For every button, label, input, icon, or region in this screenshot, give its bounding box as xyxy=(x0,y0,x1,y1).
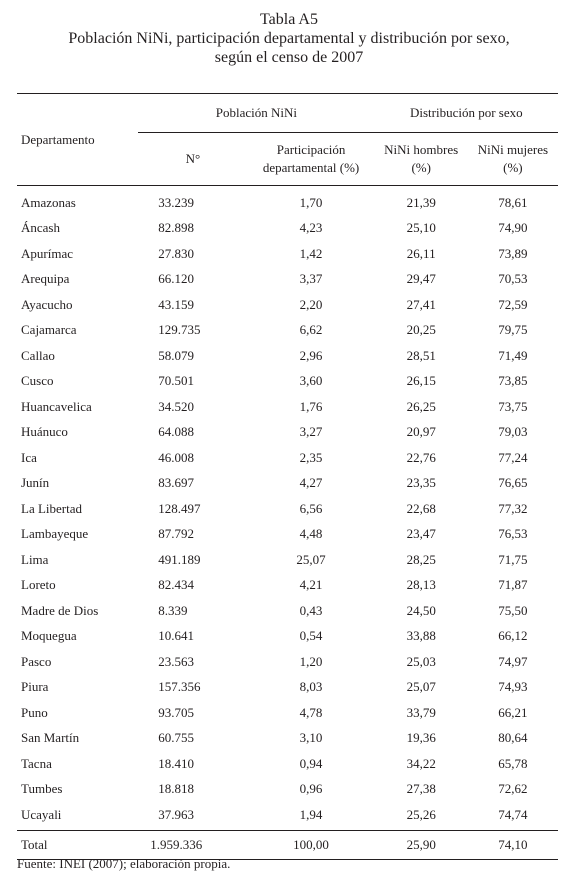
cell-n: 58.079 xyxy=(158,347,195,363)
cell-mujeres: 79,75 xyxy=(498,322,528,338)
cell-mujeres: 74,74 xyxy=(498,806,528,822)
cell-departamento: Tumbes xyxy=(21,781,63,797)
cell-mujeres: 72,62 xyxy=(498,781,528,797)
cell-n: 27.830 xyxy=(158,245,195,261)
cell-hombres: 21,39 xyxy=(406,194,436,210)
header-participacion-line1: Participación xyxy=(276,142,346,157)
cell-hombres: 24,50 xyxy=(406,602,436,618)
cell-departamento: San Martín xyxy=(21,730,80,746)
table-row xyxy=(17,777,558,803)
cell-participacion: 4,27 xyxy=(299,475,323,491)
total-label: Total xyxy=(17,830,138,859)
table-row xyxy=(17,675,558,701)
cell-n: 34.520 xyxy=(158,398,195,414)
total-hombres: 25,90 xyxy=(375,830,468,859)
cell-mujeres: 77,32 xyxy=(498,500,528,516)
cell-departamento: Huánuco xyxy=(21,424,68,440)
cell-hombres: 25,10 xyxy=(406,220,436,236)
cell-departamento: Áncash xyxy=(21,220,60,236)
cell-mujeres: 71,87 xyxy=(498,577,528,593)
cell-n: 70.501 xyxy=(158,373,195,389)
cell-participacion: 0,43 xyxy=(299,602,323,618)
cell-n: 10.641 xyxy=(158,628,195,644)
cell-participacion: 2,35 xyxy=(299,449,323,465)
cell-hombres: 28,25 xyxy=(406,551,436,567)
cell-participacion: 4,21 xyxy=(299,577,323,593)
cell-participacion: 4,78 xyxy=(299,704,323,720)
cell-participacion: 6,56 xyxy=(299,500,323,516)
cell-hombres: 19,36 xyxy=(406,730,436,746)
table-row xyxy=(17,420,558,446)
cell-hombres: 20,25 xyxy=(406,322,436,338)
cell-mujeres: 74,93 xyxy=(498,679,528,695)
cell-participacion: 3,37 xyxy=(299,271,323,287)
cell-departamento: Lambayeque xyxy=(21,526,89,542)
table-header xyxy=(17,94,558,186)
cell-n: 66.120 xyxy=(158,271,195,287)
cell-participacion: 3,27 xyxy=(299,424,323,440)
cell-n: 18.410 xyxy=(158,755,195,771)
cell-participacion: 8,03 xyxy=(299,679,323,695)
cell-n: 64.088 xyxy=(158,424,195,440)
table-row xyxy=(17,318,558,344)
cell-mujeres: 70,53 xyxy=(498,271,528,287)
cell-n: 18.818 xyxy=(158,781,195,797)
cell-mujeres: 74,97 xyxy=(498,653,528,669)
cell-mujeres: 76,53 xyxy=(498,526,528,542)
cell-participacion: 1,94 xyxy=(299,806,323,822)
cell-departamento: Amazonas xyxy=(21,194,76,210)
table-row xyxy=(17,186,558,216)
header-mujeres-line1: NiNi mujeres xyxy=(477,142,549,157)
cell-departamento: Piura xyxy=(21,679,49,695)
cell-n: 157.356 xyxy=(158,679,201,695)
cell-hombres: 22,76 xyxy=(406,449,436,465)
table-row xyxy=(17,751,558,777)
table-row xyxy=(17,700,558,726)
cell-mujeres: 73,89 xyxy=(498,245,528,261)
header-participacion-line2: departamental (%) xyxy=(262,160,360,175)
table-row xyxy=(17,598,558,624)
cell-participacion: 25,07 xyxy=(296,551,326,567)
cell-participacion: 4,23 xyxy=(299,220,323,236)
cell-participacion: 6,62 xyxy=(299,322,323,338)
cell-mujeres: 74,90 xyxy=(498,220,528,236)
table-footer xyxy=(17,830,558,859)
table-row xyxy=(17,547,558,573)
title-label: Tabla A5 xyxy=(260,11,318,28)
cell-mujeres: 75,50 xyxy=(498,602,528,618)
cell-departamento: Madre de Dios xyxy=(21,602,99,618)
table-row xyxy=(17,216,558,242)
table-row xyxy=(17,369,558,395)
source-note: Fuente: INEI (2007); elaboración propia. xyxy=(17,856,231,871)
header-departamento: Departamento xyxy=(17,94,138,186)
table-row xyxy=(17,802,558,830)
table-row xyxy=(17,394,558,420)
cell-hombres: 22,68 xyxy=(406,500,436,516)
cell-departamento: Lima xyxy=(21,551,49,567)
cell-departamento: Puno xyxy=(21,704,48,720)
cell-n: 43.159 xyxy=(158,296,195,312)
cell-hombres: 34,22 xyxy=(406,755,436,771)
cell-departamento: Ayacucho xyxy=(21,296,73,312)
cell-hombres: 26,15 xyxy=(406,373,436,389)
cell-mujeres: 66,21 xyxy=(498,704,528,720)
cell-departamento: Tacna xyxy=(21,755,52,771)
table-row xyxy=(17,292,558,318)
cell-mujeres: 80,64 xyxy=(498,730,528,746)
cell-departamento: La Libertad xyxy=(21,500,82,516)
table-row xyxy=(17,241,558,267)
cell-hombres: 26,11 xyxy=(406,245,436,261)
table-row xyxy=(17,496,558,522)
cell-n: 60.755 xyxy=(158,730,195,746)
cell-mujeres: 77,24 xyxy=(498,449,528,465)
cell-hombres: 27,38 xyxy=(406,781,436,797)
cell-hombres: 25,26 xyxy=(406,806,436,822)
cell-n: 83.697 xyxy=(158,475,195,491)
title-line-2: Población NiNi, participación departamental y distribución por sexo, xyxy=(68,30,510,47)
cell-mujeres: 78,61 xyxy=(498,194,528,210)
cell-n: 129.735 xyxy=(158,322,201,338)
title-line-3: según el censo de 2007 xyxy=(214,49,364,66)
cell-participacion: 1,76 xyxy=(299,398,323,414)
cell-hombres: 23,35 xyxy=(406,475,436,491)
cell-n: 33.239 xyxy=(158,194,195,210)
cell-hombres: 20,97 xyxy=(406,424,436,440)
total-mujeres: 74,10 xyxy=(468,830,558,859)
cell-hombres: 28,13 xyxy=(406,577,436,593)
header-group-distribucion-label: Distribución por sexo xyxy=(409,105,523,120)
header-mujeres xyxy=(468,133,558,186)
cell-departamento: Huancavelica xyxy=(21,398,92,414)
cell-participacion: 2,96 xyxy=(299,347,323,363)
cell-participacion: 1,42 xyxy=(299,245,323,261)
cell-departamento: Callao xyxy=(21,347,55,363)
cell-n: 87.792 xyxy=(158,526,195,542)
cell-n: 82.898 xyxy=(158,220,195,236)
cell-n: 128.497 xyxy=(158,500,201,516)
cell-hombres: 28,51 xyxy=(406,347,436,363)
table-row xyxy=(17,343,558,369)
table-body xyxy=(17,186,558,831)
cell-participacion: 1,20 xyxy=(299,653,323,669)
cell-departamento: Junín xyxy=(21,475,50,491)
cell-hombres: 33,88 xyxy=(406,628,436,644)
header-group-distribucion xyxy=(375,94,558,133)
cell-participacion: 3,10 xyxy=(299,730,323,746)
cell-departamento: Cusco xyxy=(21,373,54,389)
cell-n: 46.008 xyxy=(158,449,195,465)
table-row xyxy=(17,267,558,293)
cell-departamento: Apurímac xyxy=(21,245,73,261)
cell-mujeres: 73,75 xyxy=(498,398,528,414)
cell-hombres: 26,25 xyxy=(406,398,436,414)
header-mujeres-line2: (%) xyxy=(503,160,523,175)
cell-participacion: 2,20 xyxy=(299,296,323,312)
cell-hombres: 23,47 xyxy=(406,526,436,542)
cell-participacion: 0,94 xyxy=(299,755,323,771)
cell-mujeres: 76,65 xyxy=(498,475,528,491)
cell-hombres: 25,07 xyxy=(406,679,436,695)
cell-n: 82.434 xyxy=(158,577,195,593)
cell-n: 23.563 xyxy=(158,653,195,669)
table-row xyxy=(17,649,558,675)
cell-mujeres: 71,75 xyxy=(498,551,528,567)
cell-hombres: 25,03 xyxy=(406,653,436,669)
cell-n: 37.963 xyxy=(158,806,195,822)
cell-hombres: 33,79 xyxy=(406,704,436,720)
cell-departamento: Ica xyxy=(21,449,37,465)
cell-departamento: Moquegua xyxy=(21,628,77,644)
table-row xyxy=(17,726,558,752)
data-table xyxy=(17,93,558,860)
total-participacion: 100,00 xyxy=(248,830,375,859)
header-participacion xyxy=(248,133,375,186)
cell-departamento: Pasco xyxy=(21,653,52,669)
cell-hombres: 27,41 xyxy=(406,296,436,312)
table-row xyxy=(17,624,558,650)
cell-hombres: 29,47 xyxy=(406,271,436,287)
cell-participacion: 3,60 xyxy=(299,373,323,389)
header-n: N° xyxy=(138,133,247,186)
total-n: 1.959.336 xyxy=(138,830,247,859)
cell-n: 491.189 xyxy=(158,551,201,567)
cell-participacion: 1,70 xyxy=(299,194,323,210)
cell-n: 8.339 xyxy=(158,602,188,618)
table-row xyxy=(17,445,558,471)
cell-departamento: Arequipa xyxy=(21,271,70,287)
table-row xyxy=(17,471,558,497)
cell-mujeres: 66,12 xyxy=(498,628,528,644)
cell-departamento: Cajamarca xyxy=(21,322,77,338)
table-row xyxy=(17,522,558,548)
cell-participacion: 0,54 xyxy=(299,628,323,644)
total-row xyxy=(17,830,558,859)
cell-mujeres: 65,78 xyxy=(498,755,528,771)
header-hombres-line2: (%) xyxy=(411,160,431,175)
cell-n: 93.705 xyxy=(158,704,195,720)
cell-participacion: 0,96 xyxy=(299,781,323,797)
header-group-poblacion-label: Población NiNi xyxy=(215,105,298,120)
header-hombres xyxy=(375,133,468,186)
table-row xyxy=(17,573,558,599)
cell-departamento: Ucayali xyxy=(21,806,62,822)
cell-mujeres: 73,85 xyxy=(498,373,528,389)
table-title xyxy=(0,10,578,67)
cell-mujeres: 79,03 xyxy=(498,424,528,440)
header-hombres-line1: NiNi hombres xyxy=(384,142,459,157)
cell-mujeres: 71,49 xyxy=(498,347,528,363)
cell-mujeres: 72,59 xyxy=(498,296,528,312)
cell-departamento: Loreto xyxy=(21,577,56,593)
cell-participacion: 4,48 xyxy=(299,526,323,542)
header-group-poblacion xyxy=(138,94,374,133)
